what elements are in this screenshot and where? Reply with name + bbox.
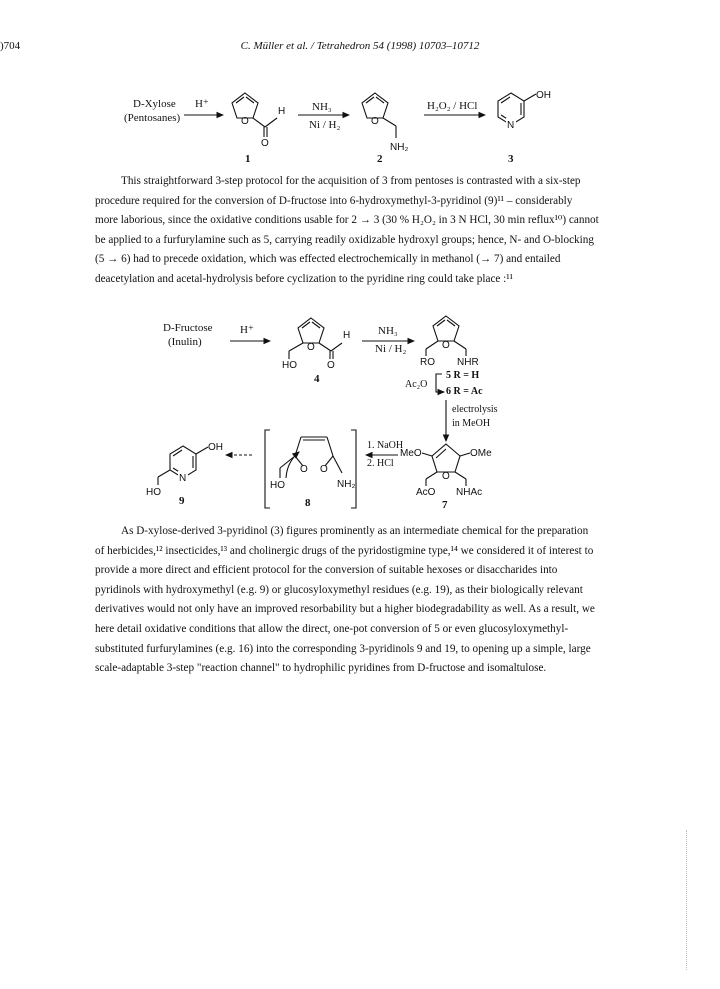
paragraph-1-line: (5 → 6) had to precede oxidation, which was effected electrochemically in methanol (→ 7) and entailed [95, 253, 561, 266]
hmf-structure [282, 318, 350, 371]
compound-number-8: 8 [305, 497, 311, 509]
fructose-label: D-Fructose [163, 322, 213, 334]
scheme1-step2-reagent-top: NH₃ [312, 101, 332, 113]
svg-text:O: O [241, 116, 249, 127]
paragraph-2-line: pyridinols with hydroxymethyl (e.g. 9) or glucosyloxymethyl residues (e.g. 19), as their biologically relevant [95, 583, 583, 596]
paragraph-1-line: more laborious, since the oxidative conditions usable for 2 → 3 (30 % H₂O₂ in 3 N HCl, 30 min reflux¹⁰) cannot [95, 214, 599, 227]
svg-text:NH₂: NH₂ [337, 479, 356, 490]
compound-6-label: 6 R = Ac [446, 386, 483, 397]
svg-text:O: O [371, 116, 379, 127]
paragraph-1-line: procedure required for the conversion of D-fructose into 6-hydroxymethyl-3-pyridinol (9)¹¹ – considerably [95, 194, 573, 207]
scheme1-step1-reagent: H⁺ [195, 98, 209, 110]
electrolysis-line1: electrolysis [452, 404, 498, 415]
svg-text:HO: HO [270, 480, 285, 491]
inulin-label: (Inulin) [168, 336, 202, 348]
furfurylamine-structure [362, 93, 408, 153]
furfural-structure [232, 93, 285, 149]
scan-edge-line [686, 830, 687, 970]
paragraph-2-line: substituted furfurylamines (e.g. 16) into the corresponding 3-pyridinols 9 and 19, to opening up a simple, large [95, 642, 591, 655]
paragraph-2-line: As D-xylose-derived 3-pyridinol (3) figures prominently as an intermediate chemical for the preparation [121, 525, 589, 537]
svg-text:O: O [320, 464, 328, 475]
svg-text:O: O [442, 340, 450, 351]
svg-text:H: H [278, 106, 286, 117]
paragraph-2 [95, 522, 698, 679]
acetylation-step [405, 370, 483, 397]
reverse-step-1: 1. NaOH [367, 440, 404, 451]
svg-text:NH₂: NH₂ [390, 142, 409, 153]
furfurylamine-5-structure [420, 316, 479, 368]
scheme1-step3-reagent: H₂O₂ / HCl [427, 100, 478, 112]
paragraph-2-line: provide a more direct and efficient protocol for the conversion of suitable hexoses or disaccharides into [95, 564, 558, 577]
scheme-2 [146, 316, 498, 511]
pentosanes-label: (Pentosanes) [124, 112, 181, 124]
svg-text:O: O [300, 464, 308, 475]
paragraph-1-line: This straightforward 3-step protocol for the acquisition of 3 from pentoses is contrasted with a six-step [121, 175, 581, 187]
intermediate-8-structure [265, 430, 356, 508]
svg-text:HO: HO [282, 360, 297, 371]
svg-text:H: H [343, 330, 351, 341]
scheme2-step2-reagent-top: NH₃ [378, 325, 398, 337]
reverse-step-2: 2. HCl [367, 458, 394, 469]
compound-number-7: 7 [442, 499, 448, 511]
electrolysis-line2: in MeOH [452, 418, 491, 429]
svg-text:OH: OH [536, 90, 551, 101]
scheme-1 [124, 90, 551, 165]
svg-text:O: O [442, 471, 450, 482]
compound-5-label: 5 R = H [446, 370, 480, 381]
compound-number-2: 2 [377, 153, 383, 165]
svg-text:N: N [179, 473, 187, 484]
compound-number-9: 9 [179, 495, 185, 507]
paragraph-1-line: be applied to a furfurylamine such as 5, carrying readily oxidizable hydroxyl groups; hence, N- and O-blocking [95, 233, 594, 246]
dihydrofuran-7-structure [400, 444, 492, 498]
page-number: )704 [0, 40, 21, 52]
paragraph-1 [95, 172, 698, 290]
scheme2-step2-reagent-bottom: Ni / H₂ [375, 343, 407, 355]
compound-number-3: 3 [508, 153, 514, 165]
paragraph-2-line: derivatives would not only have an improved resorbability but a higher biodegradability as well. As a result, we [95, 603, 595, 616]
svg-text:O: O [307, 342, 315, 353]
svg-text:HO: HO [146, 487, 161, 498]
svg-text:NHAc: NHAc [456, 487, 483, 498]
pyridinol-structure [498, 90, 551, 131]
svg-text:RO: RO [420, 357, 435, 368]
scheme1-step2-reagent-bottom: Ni / H₂ [309, 119, 341, 131]
running-head: C. Müller et al. / Tetrahedron 54 (1998) 10703–10712 [240, 40, 480, 52]
svg-text:OH: OH [208, 442, 223, 453]
compound-number-4: 4 [314, 373, 320, 385]
paragraph-2-line: scale-adaptable 3-step "reaction channel" to hydrophilic pyridines from D-fructose and isomaltulose. [95, 662, 547, 675]
svg-text:NHR: NHR [457, 357, 479, 368]
paragraph-2-line: here detail oxidative conditions that allow the direct, one-pot conversion of 5 or even glucosyloxymethyl- [95, 622, 569, 635]
scheme2-step1-reagent: H⁺ [240, 324, 254, 336]
svg-text:OMe: OMe [470, 448, 492, 459]
svg-text:N: N [507, 120, 515, 131]
svg-text:MeO: MeO [400, 448, 422, 459]
compound-number-1: 1 [245, 153, 251, 165]
svg-text:O: O [327, 360, 335, 371]
svg-text:O: O [261, 138, 269, 149]
paragraph-1-line: deacetylation and acetal-hydrolysis before cyclization to the pyridine ring could take place :¹¹ [95, 272, 513, 285]
pyridinol-9-structure [146, 442, 223, 498]
svg-text:AcO: AcO [416, 487, 436, 498]
paragraph-2-line: of herbicides,¹² insecticides,¹³ and cholinergic drugs of the pyridostigmine type,¹⁴ we considered it of interest to [95, 544, 594, 557]
svg-text:Ac₂O: Ac₂O [405, 379, 428, 390]
xylose-label: D-Xylose [133, 98, 176, 110]
